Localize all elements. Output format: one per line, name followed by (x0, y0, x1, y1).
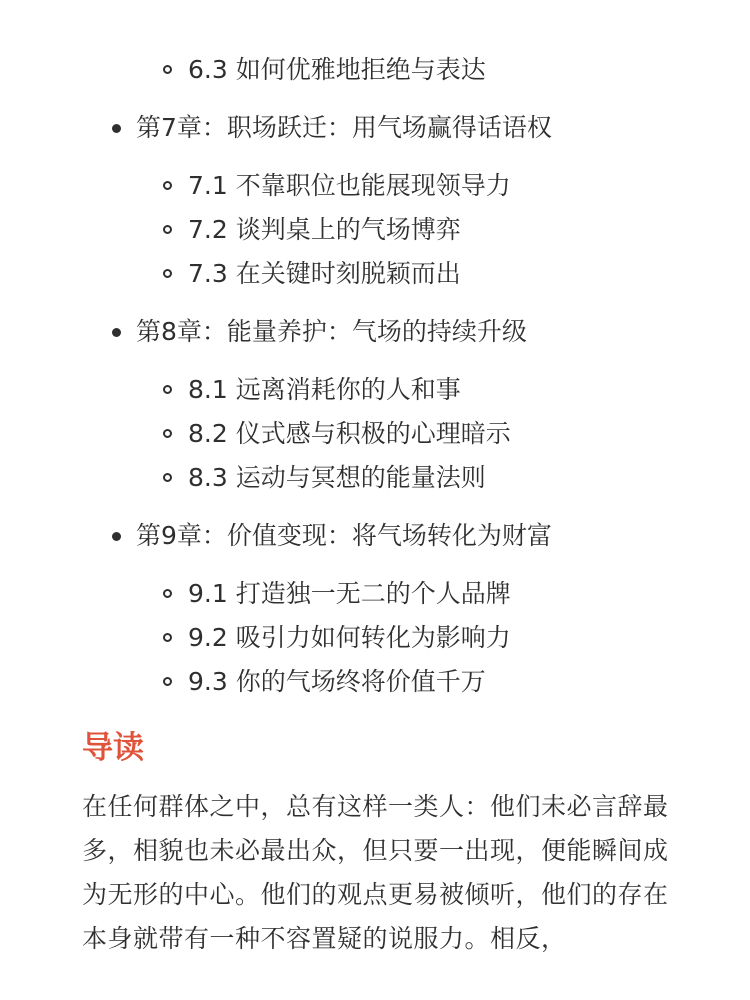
toc-item-text: 9.1 打造独一无二的个人品牌 (188, 579, 511, 608)
toc-chapter-9[interactable] (0, 514, 750, 558)
toc-item-text: 第7章：职场跃迁：用气场赢得话语权 (136, 113, 552, 142)
hollow-bullet-icon (163, 677, 172, 686)
hollow-bullet-icon (163, 589, 172, 598)
hollow-bullet-icon (163, 429, 172, 438)
toc-subsection-7-2[interactable] (0, 208, 750, 252)
hollow-bullet-icon (163, 269, 172, 278)
toc-item-text: 8.1 远离消耗你的人和事 (188, 375, 461, 404)
toc-item-text: 7.2 谈判桌上的气场博弈 (188, 215, 461, 244)
toc-item-text: 8.3 运动与冥想的能量法则 (188, 463, 486, 492)
toc-subsection-8-2[interactable] (0, 412, 750, 456)
toc-subsection-9-1[interactable] (0, 572, 750, 616)
toc-subsection-9-3[interactable] (0, 660, 750, 704)
toc-subsection-7-1[interactable] (0, 164, 750, 208)
toc-chapter-7[interactable] (0, 106, 750, 150)
toc-subsection-9-2[interactable] (0, 616, 750, 660)
toc-item-text: 第8章：能量养护：气场的持续升级 (136, 317, 527, 346)
hollow-bullet-icon (163, 225, 172, 234)
filled-bullet-icon (112, 124, 121, 133)
toc-subsection-8-3[interactable] (0, 456, 750, 500)
hollow-bullet-icon (163, 181, 172, 190)
toc-chapter-8[interactable] (0, 310, 750, 354)
toc-item-text: 7.1 不靠职位也能展现领导力 (188, 171, 511, 200)
toc-item-text: 6.3 如何优雅地拒绝与表达 (188, 55, 486, 84)
toc-subsection-7-3[interactable] (0, 252, 750, 296)
toc-subsection-6-3[interactable] (0, 48, 750, 92)
toc-item-text: 第9章：价值变现：将气场转化为财富 (136, 521, 552, 550)
toc-item-text: 9.2 吸引力如何转化为影响力 (188, 623, 511, 652)
toc-item-text: 7.3 在关键时刻脱颖而出 (188, 259, 461, 288)
hollow-bullet-icon (163, 65, 172, 74)
toc-item-text: 8.2 仪式感与积极的心理暗示 (188, 419, 511, 448)
hollow-bullet-icon (163, 473, 172, 482)
filled-bullet-icon (112, 328, 121, 337)
section-heading: 导读 (82, 730, 144, 766)
intro-paragraph: 在任何群体之中，总有这样一类人：他们未必言辞最多，相貌也未必最出众，但只要一出现，便能瞬间成为无形的中心。他们的观点更易被倾听，他们的存在本身就带有一种不容置疑的说服力。相反， (82, 792, 669, 953)
hollow-bullet-icon (163, 385, 172, 394)
toc-subsection-8-1[interactable] (0, 368, 750, 412)
filled-bullet-icon (112, 532, 121, 541)
hollow-bullet-icon (163, 633, 172, 642)
table-of-contents (0, 48, 750, 704)
toc-item-text: 9.3 你的气场终将价值千万 (188, 667, 486, 696)
